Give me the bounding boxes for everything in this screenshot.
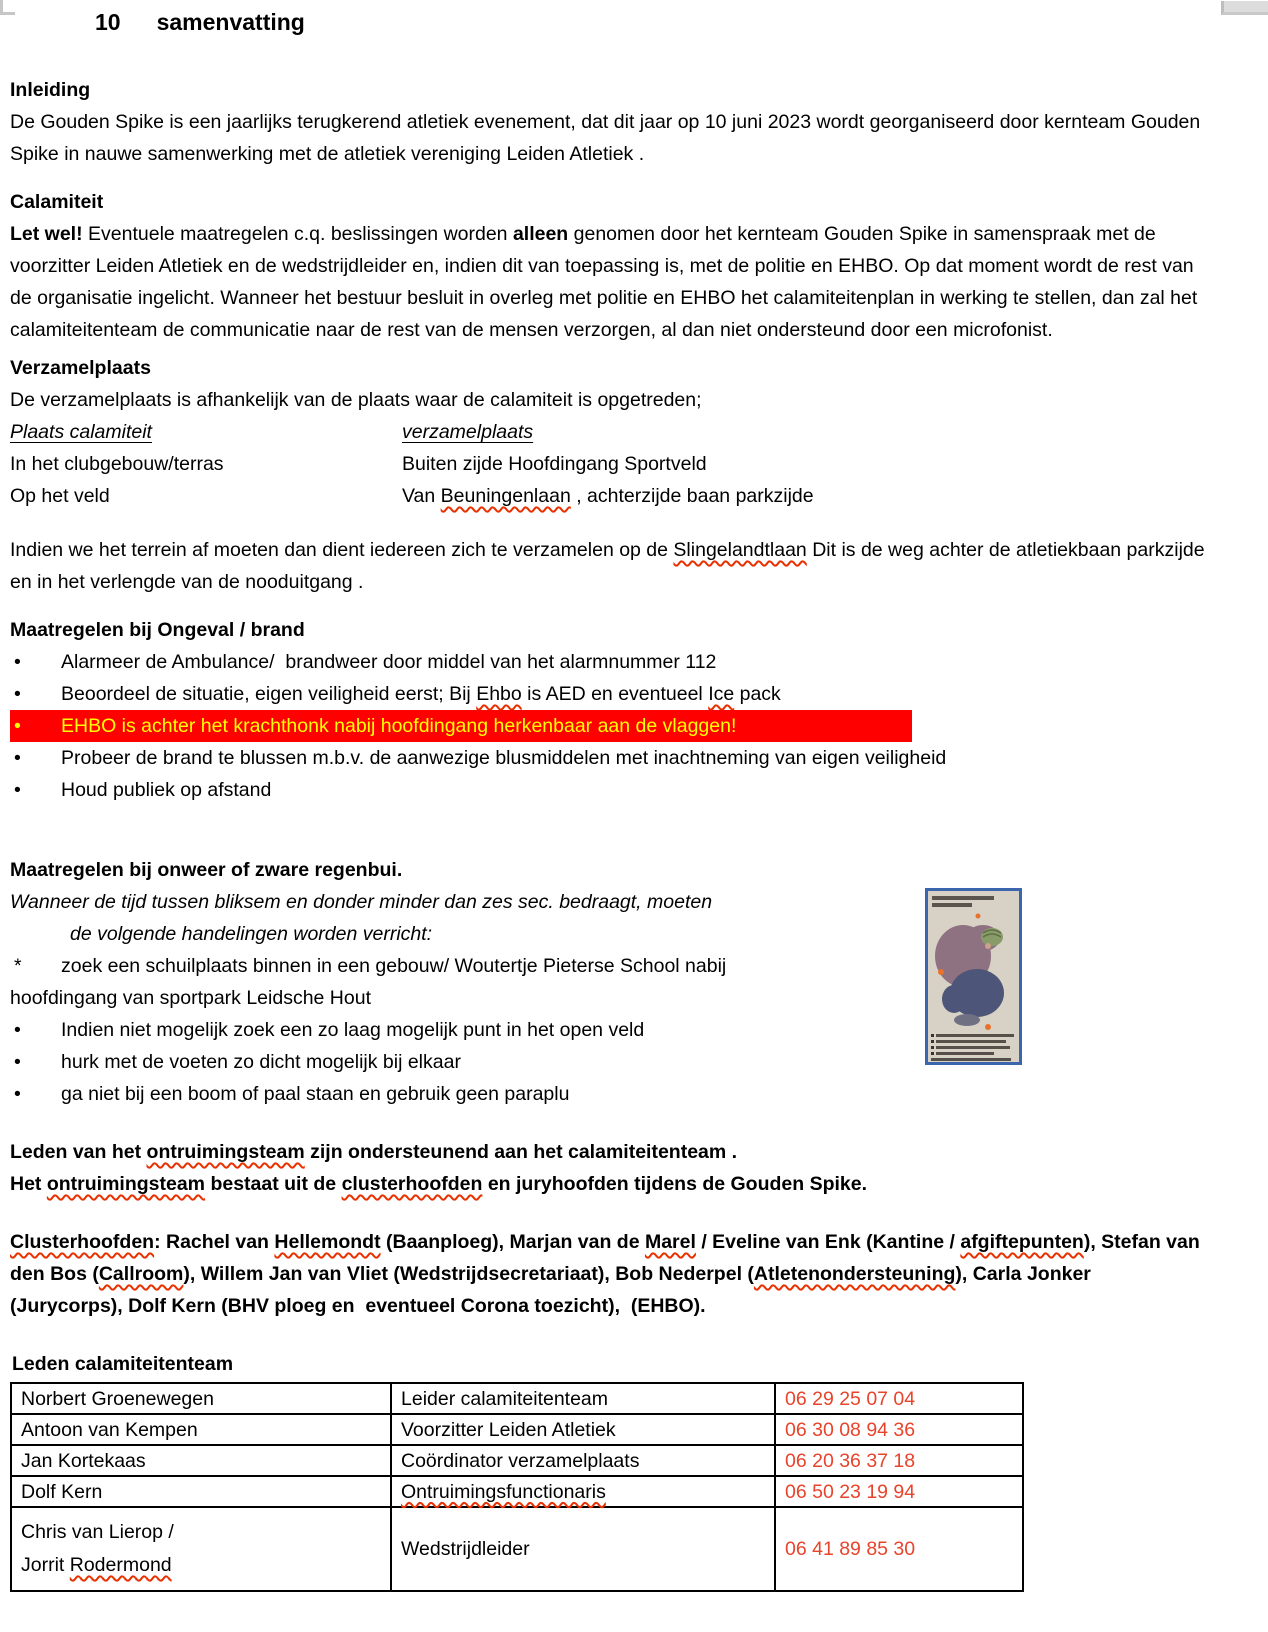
member-name: Dolf Kern [11,1476,391,1507]
member-role: Voorzitter Leiden Atletiek [391,1414,775,1445]
italic-line-2: de volgende handelingen worden verricht: [70,923,433,945]
bullet-item: • Indien niet mogelijk zoek een zo laag mogelijk punt in het open veld [10,1014,915,1046]
bullet-item: • Alarmeer de Ambulance/ brandweer door middel van het alarmnummer 112 [10,646,1206,678]
misspelled-word: Marel [644,1231,696,1253]
paragraph-ontruimingsteam-1: Leden van het ontruimingsteam zijn ondersteunend aan het calamiteitenteam . [10,1141,738,1163]
paragraph-inleiding: De Gouden Spike is een jaarlijks terugkerend atletiek evenement, dat dit jaar op 10 juni 2023 wordt georganiseerd door kernteam Gouden Spike in nauwe samenwerking met de atletiek vereniging Leiden Atletiek . [10,111,1206,165]
member-name: Norbert Groenewegen [11,1383,391,1414]
bullet-marker: • [14,779,21,801]
chapter-number: 10 [95,9,121,35]
misspelled-word: Atletenondersteuning [753,1263,956,1285]
misspelled-word: Slingelandtlaan [673,539,807,561]
paragraph-calamiteit: Let wel! Eventuele maatregelen c.q. beslissingen worden alleen genomen door het kernteam Gouden Spike in samenspraak met de voorzitter Leiden Atletiek en de wedstrijdleider en, indien dit van toepassing is, met de politie en EHBO. Op dat moment wordt de rest van de organisatie ingelicht. Wanneer het bestuur besluit in overleg met politie en EHBO het calamiteitenplan in werking te stellen, dan zal het calamiteitenteam de communicatie naar de rest van de mensen verzorgen, al dan niet ondersteund door een microfonist. [10,223,1203,341]
verzamel-row-1: In het clubgebouw/terras Buiten zijde Hoofdingang Sportveld [10,453,707,475]
bullet-marker: • [14,1083,21,1105]
member-phone: 06 20 36 37 18 [775,1445,1023,1476]
misspelled-word: Clusterhoofden [10,1231,155,1253]
heading-ongeval-brand: Maatregelen bij Ongeval / brand [10,619,305,641]
page-title [95,8,1206,36]
misspelled-word: Hellemondt [274,1231,381,1253]
table-row [11,1476,1023,1507]
heading-leden-calamiteitenteam: Leden calamiteitenteam [12,1353,234,1375]
member-phone: 06 29 25 07 04 [775,1383,1023,1414]
member-role [391,1476,775,1507]
members-table [10,1382,1024,1592]
member-phone: 06 30 08 94 36 [775,1414,1023,1445]
paragraph-verzamelplaats-intro: De verzamelplaats is afhankelijk van de plaats waar de calamiteit is opgetreden; [10,389,702,411]
heading-calamiteit: Calamiteit [10,191,104,213]
section-leden-calamiteitenteam [10,1348,1024,1592]
page-corner-mark-left [0,0,15,15]
member-phone: 06 50 23 19 94 [775,1476,1023,1507]
bullet-item: • Probeer de brand te blussen m.b.v. de aanwezige blusmiddelen met inachtneming van eigen veiligheid [10,742,1206,774]
misspelled-word: Ontruimingsfunctionaris [401,1480,606,1503]
column-header-verzamelplaats: verzamelplaats [402,421,534,443]
bullet-item-highlighted [10,710,1206,742]
column-header-plaats: Plaats calamiteit [10,421,152,443]
table-row [11,1445,1023,1476]
misspelled-word: Callroom [98,1263,184,1285]
chapter-title: samenvatting [156,9,305,35]
bullet-marker: • [14,1019,21,1041]
section-onweer [10,854,915,1110]
heading-onweer: Maatregelen bij onweer of zware regenbui. [10,859,403,881]
member-role: Leider calamiteitenteam [391,1383,775,1414]
page-corner-mark-right [1221,1,1268,15]
misspelled-word: Rodermond [69,1554,172,1576]
bullet-item: • ga niet bij een boom of paal staan en gebruik geen paraplu [10,1078,915,1110]
bullet-marker: • [14,747,21,769]
member-name: Jan Kortekaas [11,1445,391,1476]
paragraph-clusterhoofden: Clusterhoofden: Rachel van Hellemondt (Baanploeg), Marjan van de Marel / Eveline van Enk (Kantine / afgiftepunten), Stefan van den Bos (Callroom), Willem Jan van Vliet (Wedstrijdsecretariaat), Bob Nederpel (Atletenondersteuning), Carla Jonker (Jurycorps), Dolf Kern (BHV ploeg en eventueel Corona toezicht), (EHBO). [10,1231,1206,1317]
misspelled-word: Ice [708,683,735,705]
star-marker: * [14,955,22,977]
bullet-item: • Houd publiek op afstand [10,774,1206,806]
bullet-marker: • [14,1051,21,1073]
member-name: Antoon van Kempen [11,1414,391,1445]
bullet-marker: • [14,651,21,673]
misspelled-word: ontruimingsteam [146,1141,305,1163]
star-item: * zoek een schuilplaats binnen in een gebouw/ Woutertje Pieterse School nabij [10,950,915,982]
lightning-safety-poster-image [925,888,1022,1065]
heading-verzamelplaats: Verzamelplaats [10,357,151,379]
table-row [11,1414,1023,1445]
misspelled-word: afgiftepunten [960,1231,1084,1253]
paragraph-ontruimingsteam-2: Het ontruimingsteam bestaat uit de clusterhoofden en juryhoofden tijdens de Gouden Spike. [10,1173,868,1195]
bullet-marker: • [14,715,21,737]
bullet-marker: • [14,683,21,705]
misspelled-word: Beuningenlaan [440,485,571,507]
misspelled-word: clusterhoofden [341,1173,483,1195]
member-role: Wedstrijdleider [391,1507,775,1591]
member-name: Chris van Lierop / Jorrit Rodermond [11,1507,391,1591]
member-role: Coördinator verzamelplaats [391,1445,775,1476]
heading-inleiding: Inleiding [10,79,91,101]
bullet-item: • Beoordeel de situatie, eigen veiligheid eerst; Bij Ehbo is AED en eventueel Ice pack [10,678,1206,710]
highlight-band [10,710,912,742]
italic-line-1: Wanneer de tijd tussen bliksem en donder minder dan zes sec. bedraagt, moeten [10,891,713,913]
highlighted-text: EHBO is achter het krachthonk nabij hoofdingang herkenbaar aan de vlaggen! [61,715,737,737]
misspelled-word: ontruimingsteam [46,1173,206,1195]
table-row [11,1383,1023,1414]
misspelled-word: Ehbo [476,683,522,705]
bullet-item: • hurk met de voeten zo dicht mogelijk bij elkaar [10,1046,915,1078]
member-phone: 06 41 89 85 30 [775,1507,1023,1591]
paragraph-slingelandtlaan: Indien we het terrein af moeten dan dient iedereen zich te verzamelen op de Slingelandtlaan Dit is de weg achter de atletiekbaan parkzijde en in het verlengde van de nooduitgang . [10,539,1211,593]
table-row [11,1507,1023,1591]
verzamel-row-2: Op het veld Van Beuningenlaan , achterzijde baan parkzijde [10,485,814,507]
star-item-continuation: hoofdingang van sportpark Leidsche Hout [10,987,371,1009]
verzamel-table-header [10,416,1206,448]
lightning-safety-poster [925,888,1022,1065]
